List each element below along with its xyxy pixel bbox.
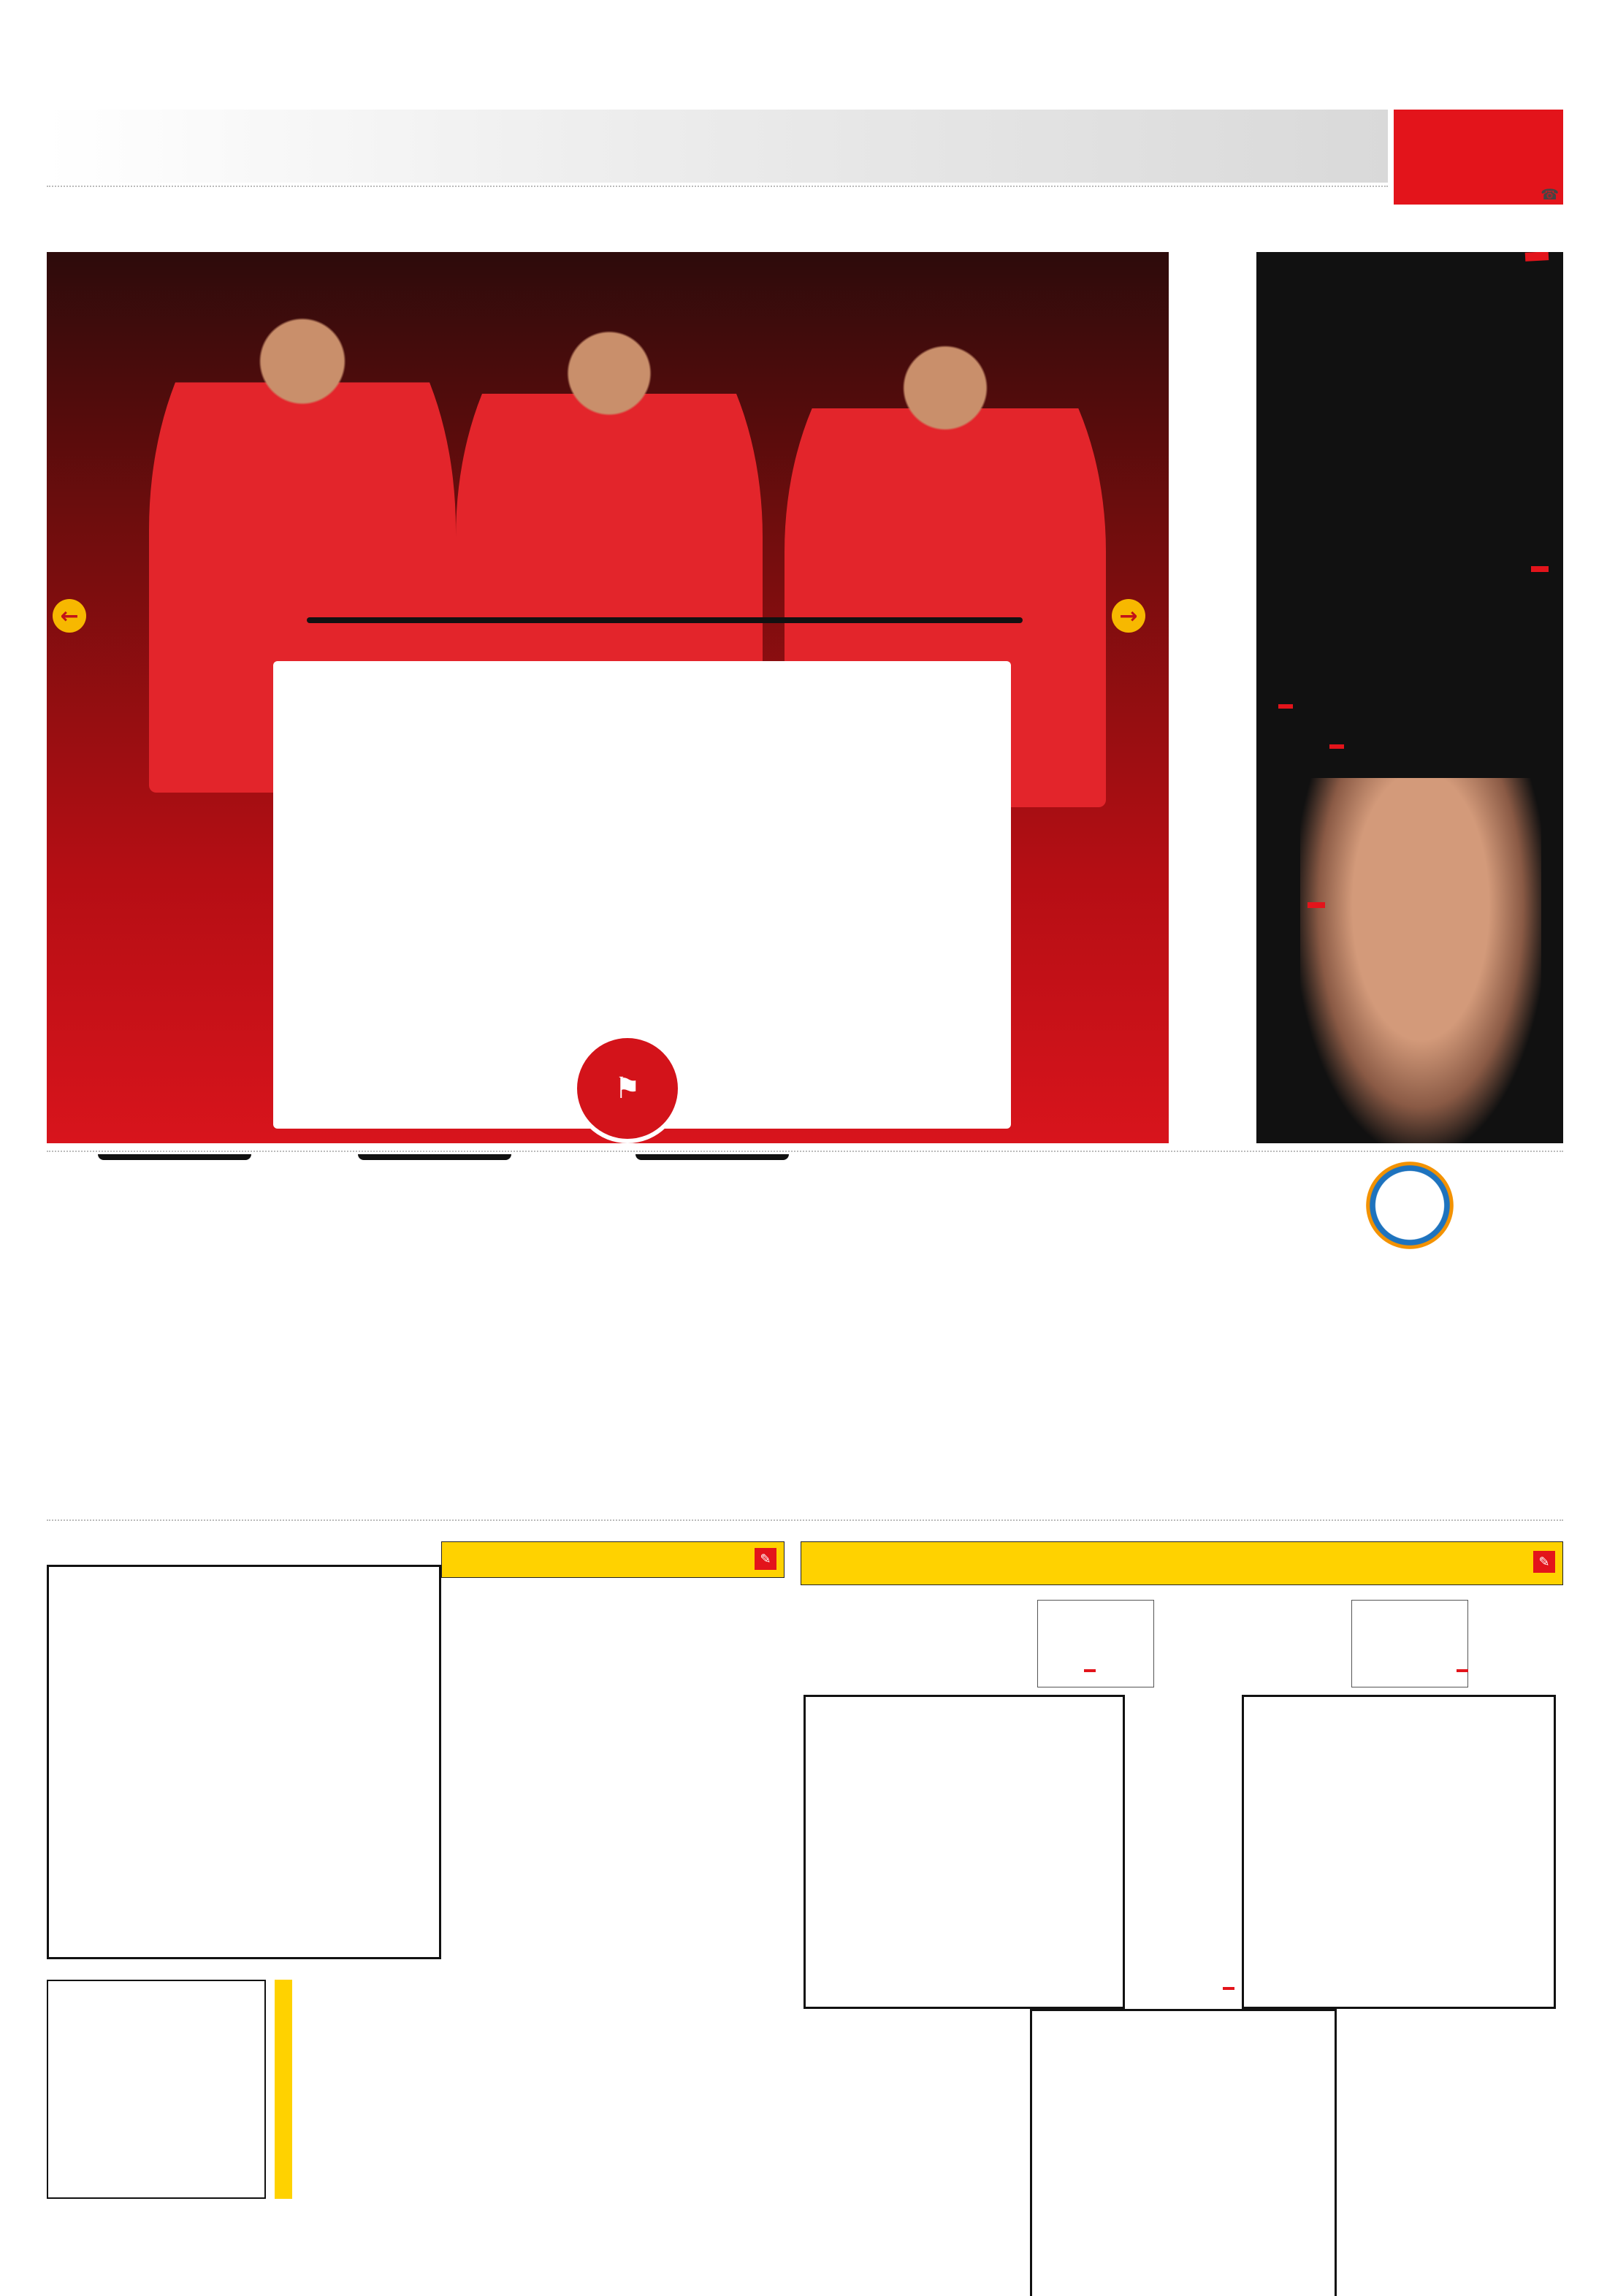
dateline [47,186,1388,202]
sudoku-title [1526,1551,1555,1573]
club-logo [573,1034,682,1143]
sudoku-section [801,1541,1563,2272]
sudoku-hard [804,1695,1125,2009]
mini-solution-grid [1037,1600,1154,1687]
crossword-grid [47,1565,441,1959]
edit-icon: ✎ [755,1548,776,1570]
goals-label [1278,704,1293,709]
brand-bar [47,110,1388,183]
masthead [47,110,1563,205]
sudoku-medium-label [1223,1987,1234,1990]
top-assists-title [358,1154,511,1160]
top-cleansheets-title [98,1154,251,1160]
divider [47,1151,1563,1152]
top-assists [307,1154,562,1498]
article-column-left [285,671,635,677]
assists-stat [1329,738,1344,752]
league-logo [1366,1162,1454,1249]
goals-stat [1278,698,1293,712]
right-column [926,599,1145,638]
crossword-column-numbers [47,1541,441,1563]
face-tag [1525,252,1549,262]
assists-label [1329,744,1344,749]
top-scorers [584,1154,840,1498]
phone-icon: ☎ [1541,186,1559,203]
edit-icon: ✎ [1533,1551,1555,1573]
crossword-title [747,1548,776,1570]
hero-section [47,252,1169,1143]
sudoku-easy [1242,1695,1556,2009]
arrow-left-icon: ← [53,599,86,633]
minutes-label [1308,902,1325,908]
sudoku-medium [1030,2009,1337,2296]
crossword-section [47,1541,785,2272]
player-photo [1300,778,1541,1143]
top-cleansheets [47,1154,302,1498]
crossword-clues [441,1585,785,2257]
solution-label [275,1980,292,2199]
club-crest-icon: ⚑ [614,1072,641,1105]
sudoku-header [801,1541,1563,1585]
crossword-header [441,1541,785,1578]
article-column-right [649,671,999,677]
subhead [307,617,1023,623]
arrow-right-icon: → [1112,599,1145,633]
top-scorers-title [635,1154,789,1160]
divider [47,1519,1563,1521]
left-column [53,599,272,638]
sudoku-easy-label [1457,1669,1468,1672]
sudoku-hard-label [1084,1669,1096,1672]
mini-solution-grid [1351,1600,1468,1687]
face-of-day [1256,252,1563,1143]
phone-number [1541,186,1563,203]
page-number [1394,110,1563,205]
crossword-solution-grid [47,1980,266,2199]
score-label [1531,566,1549,572]
